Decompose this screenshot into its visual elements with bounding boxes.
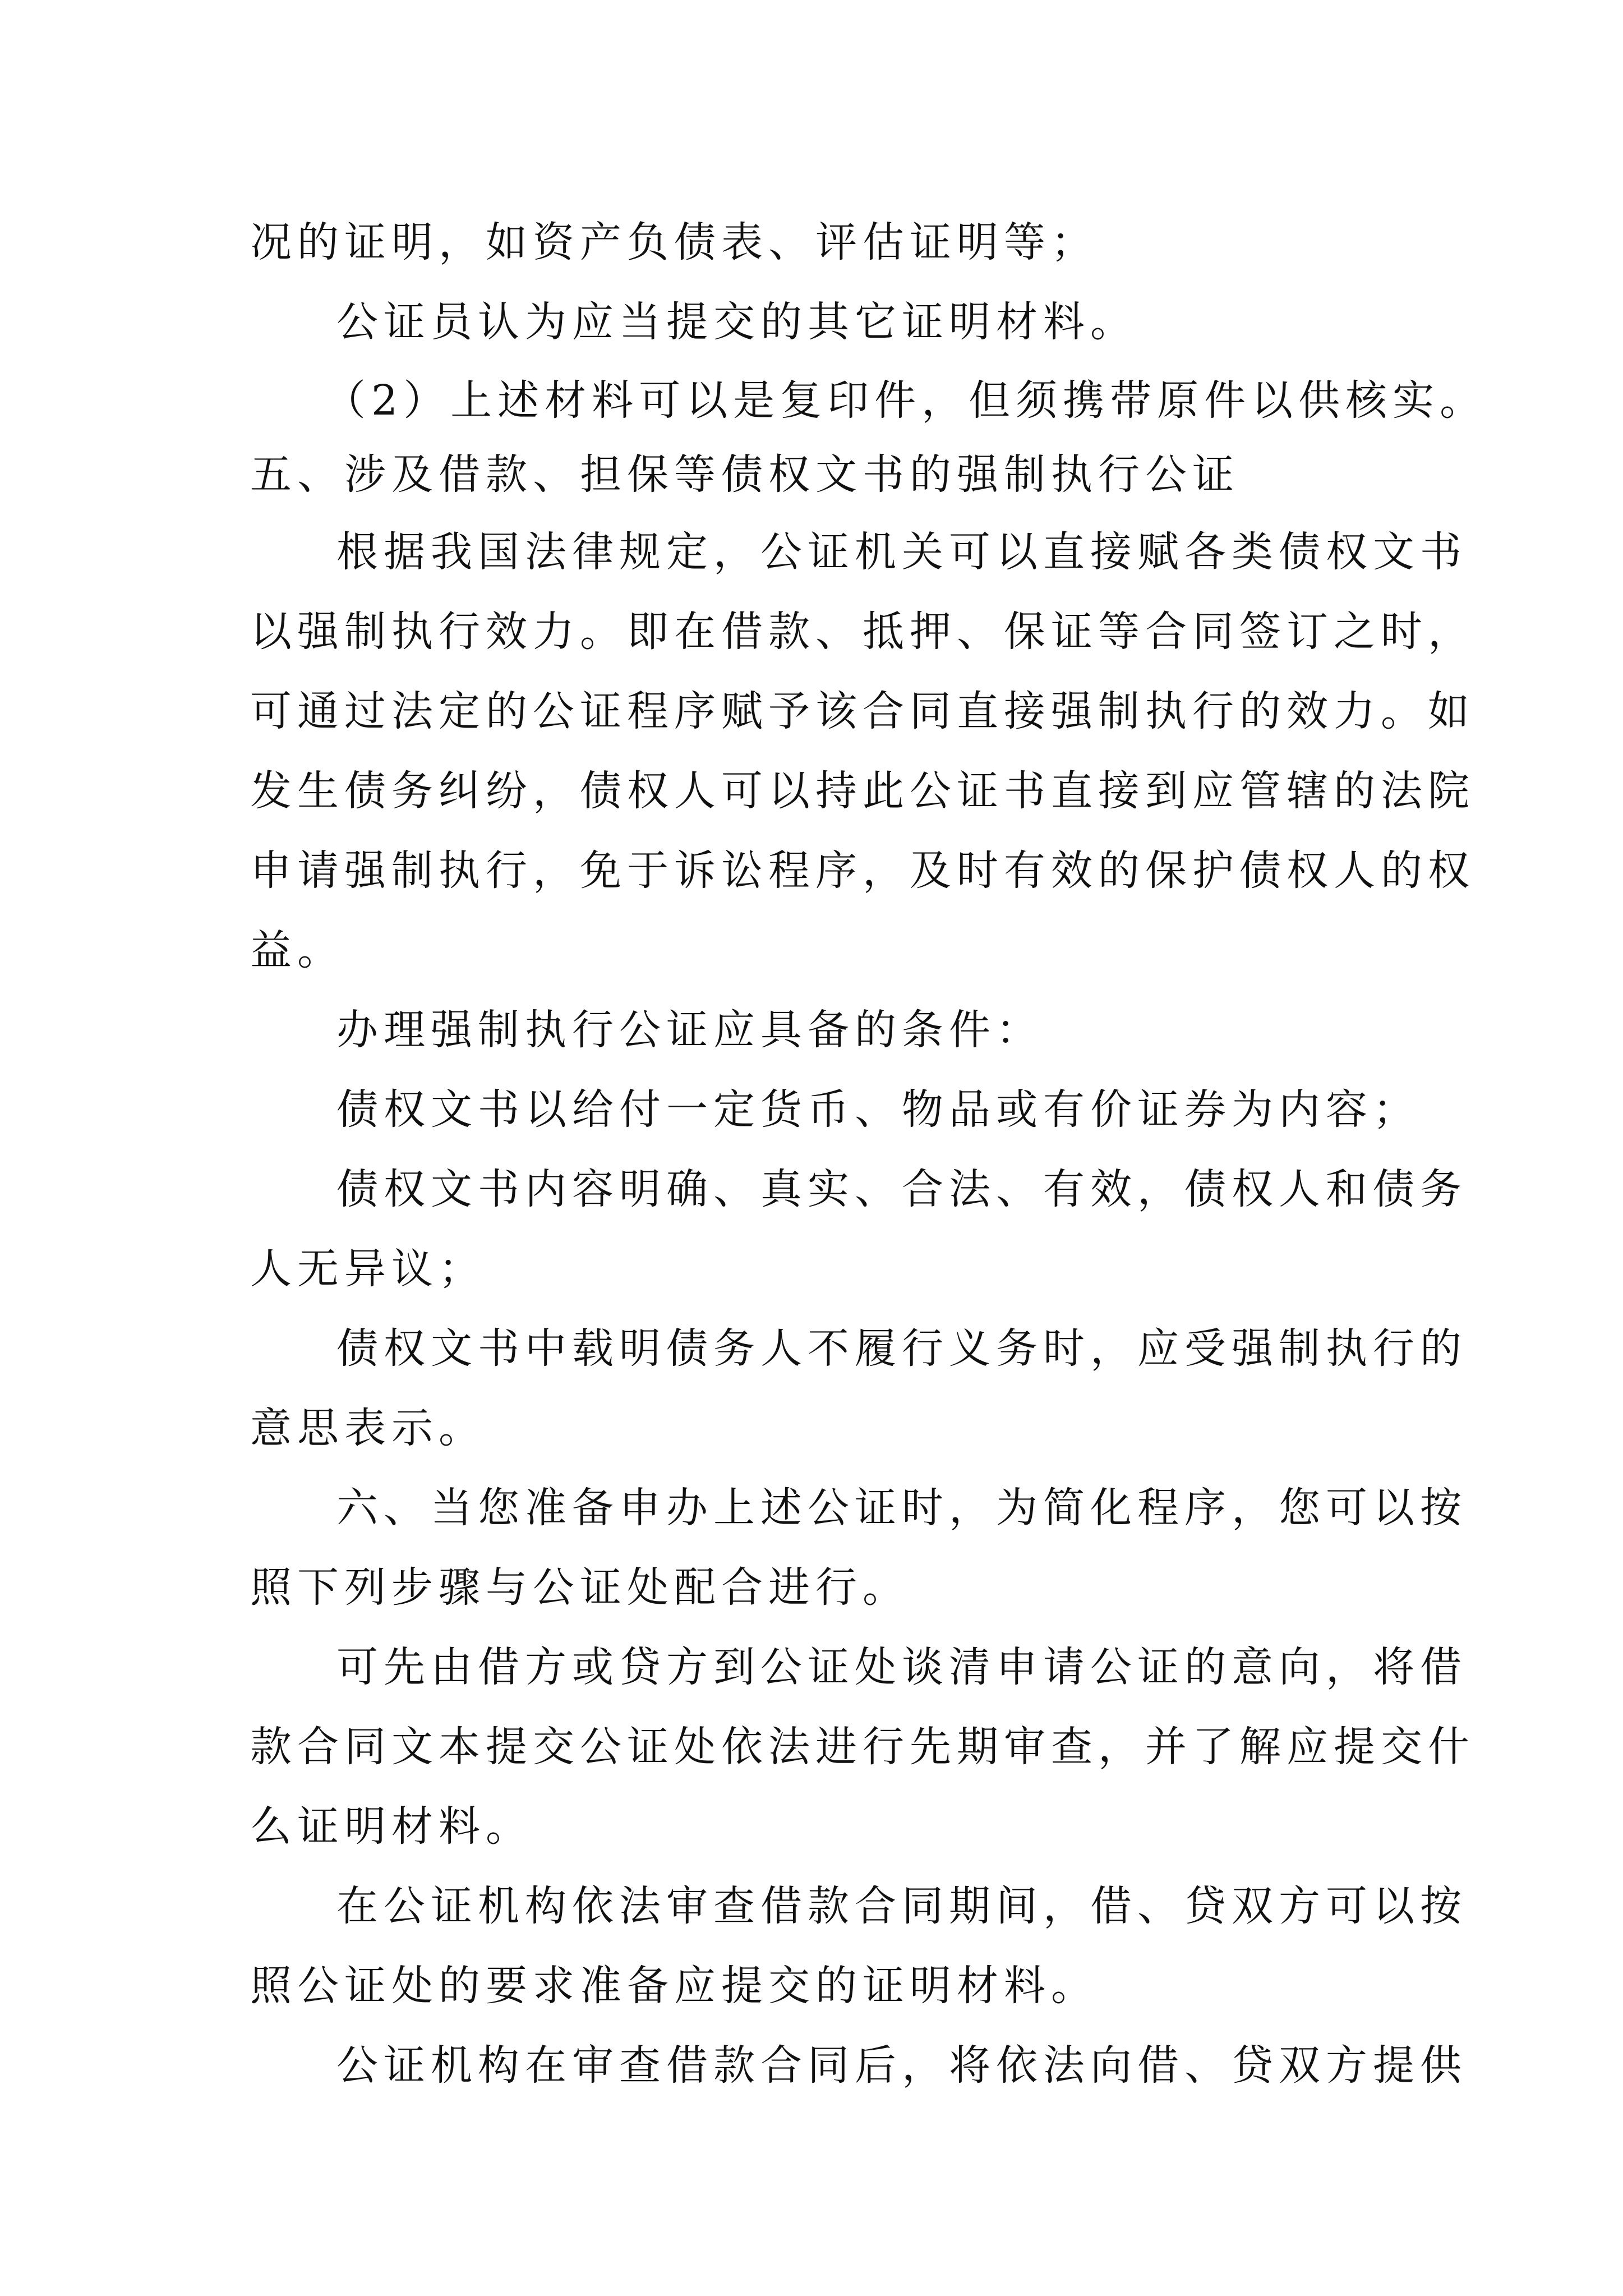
text-line: 可通过法定的公证程序赋予该合同直接强制执行的效力。如 <box>250 687 1475 735</box>
text-line: 么证明材料。 <box>250 1802 533 1851</box>
text-line: 公证员认为应当提交的其它证明材料。 <box>336 298 1137 346</box>
text-line: 人无异议； <box>250 1245 486 1293</box>
text-line: 办理强制执行公证应具备的条件： <box>336 1006 1043 1054</box>
text-line: 债权文书内容明确、真实、合法、有效，债权人和债务 <box>336 1165 1467 1213</box>
text-line: 照公证处的要求准备应提交的证明材料。 <box>250 1962 1098 2010</box>
text-line: 可先由借方或贷方到公证处谈清申请公证的意向，将借 <box>336 1643 1467 1691</box>
text-line: 意思表示。 <box>250 1404 486 1452</box>
text-line: 照下列步骤与公证处配合进行。 <box>250 1563 910 1612</box>
text-line: 根据我国法律规定，公证机关可以直接赋各类债权文书 <box>336 528 1467 576</box>
text-line: 六、当您准备申办上述公证时，为简化程序，您可以按 <box>336 1484 1467 1532</box>
text-line: 益。 <box>250 926 344 974</box>
text-line: 债权文书中载明债务人不履行义务时，应受强制执行的 <box>336 1324 1467 1373</box>
text-line: 公证机构在审查借款合同后，将依法向借、贷双方提供 <box>336 2041 1467 2090</box>
text-line: 在公证机构依法审查借款合同期间，借、贷双方可以按 <box>336 1882 1467 1930</box>
text-line: 发生债务纠纷，债权人可以持此公证书直接到应管辖的法院 <box>250 767 1475 815</box>
section-heading: 五、涉及借款、担保等债权文书的强制执行公证 <box>250 450 1239 499</box>
text-line: 以强制执行效力。即在借款、抵押、保证等合同签订之时， <box>250 608 1475 656</box>
text-line: 申请强制执行，免于诉讼程序，及时有效的保护债权人的权 <box>250 846 1475 895</box>
text-line: 债权文书以给付一定货币、物品或有价证券为内容； <box>336 1085 1420 1134</box>
text-line: （2）上述材料可以是复印件，但须携带原件以供核实。 <box>324 376 1487 425</box>
text-line: 况的证明，如资产负债表、评估证明等； <box>250 218 1098 266</box>
text-line: 款合同文本提交公证处依法进行先期审查，并了解应提交什 <box>250 1723 1475 1771</box>
